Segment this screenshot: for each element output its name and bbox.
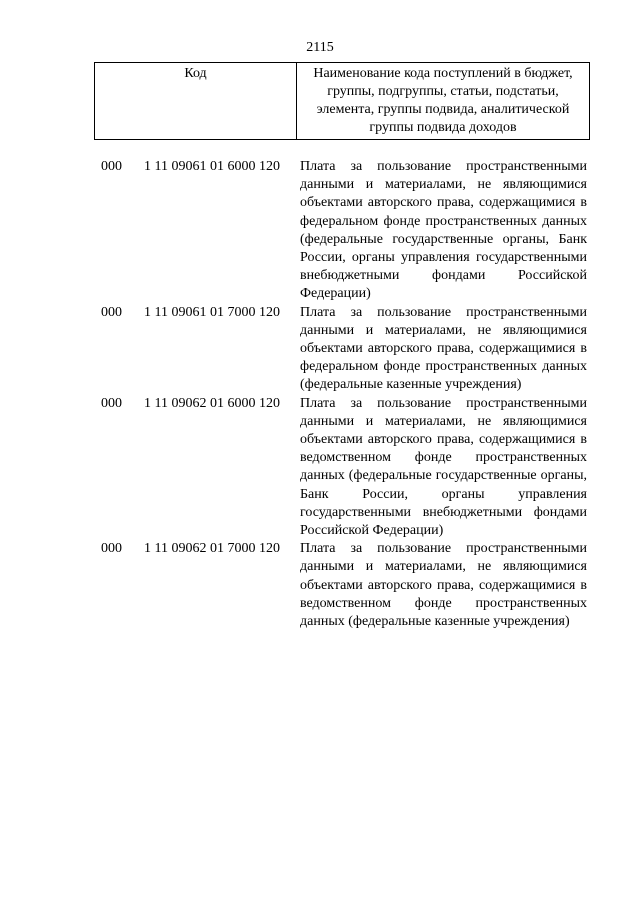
table-row [0, 158, 640, 304]
page-number: 2115 [306, 40, 334, 55]
revenue-code-list [0, 158, 640, 631]
revenue-code: 1 11 09062 01 7000 120 [144, 541, 280, 557]
revenue-name: Плата за пользование пространственными данными и материалами, не являющимися объектами авторского права, содержащимися в ведомственном фонде пространственных данных (федеральные государственные органы, Банк России, органы управления государственными внебюджетными фондами Российской Федерации) [300, 395, 587, 539]
revenue-code: 1 11 09062 01 6000 120 [144, 395, 280, 411]
admin-code: 000 [101, 304, 122, 320]
admin-code: 000 [101, 395, 122, 411]
revenue-name: Плата за пользование пространственными данными и материалами, не являющимися объектами авторского права, содержащимися в федеральном фонде пространственных данных (федеральные казенные учреждения) [300, 304, 587, 393]
revenue-name: Плата за пользование пространственными данными и материалами, не являющимися объектами авторского права, содержащимися в ведомственном фонде пространственных данных (федеральные казенные учреждения) [300, 541, 587, 630]
table-row [0, 304, 640, 395]
revenue-code: 1 11 09061 01 6000 120 [144, 159, 280, 174]
table-row [0, 540, 640, 631]
header-name-column: Наименование кода поступлений в бюджет, группы, подгруппы, статьи, подстатьи, элемента, группы подвида, аналитической группы подвида доходов [313, 66, 573, 135]
revenue-code: 1 11 09061 01 7000 120 [144, 304, 280, 320]
admin-code: 000 [101, 159, 122, 174]
admin-code: 000 [101, 541, 122, 557]
table-header [94, 62, 590, 140]
revenue-name: Плата за пользование пространственными данными и материалами, не являющимися объектами авторского права, содержащимися в федеральном фонде пространственных данных (федеральные государственные органы, Банк России, органы управления государственными внебюджетными фондами Российской Федерации) [300, 159, 587, 302]
header-code-column: Код [95, 63, 297, 139]
table-row [0, 395, 640, 541]
